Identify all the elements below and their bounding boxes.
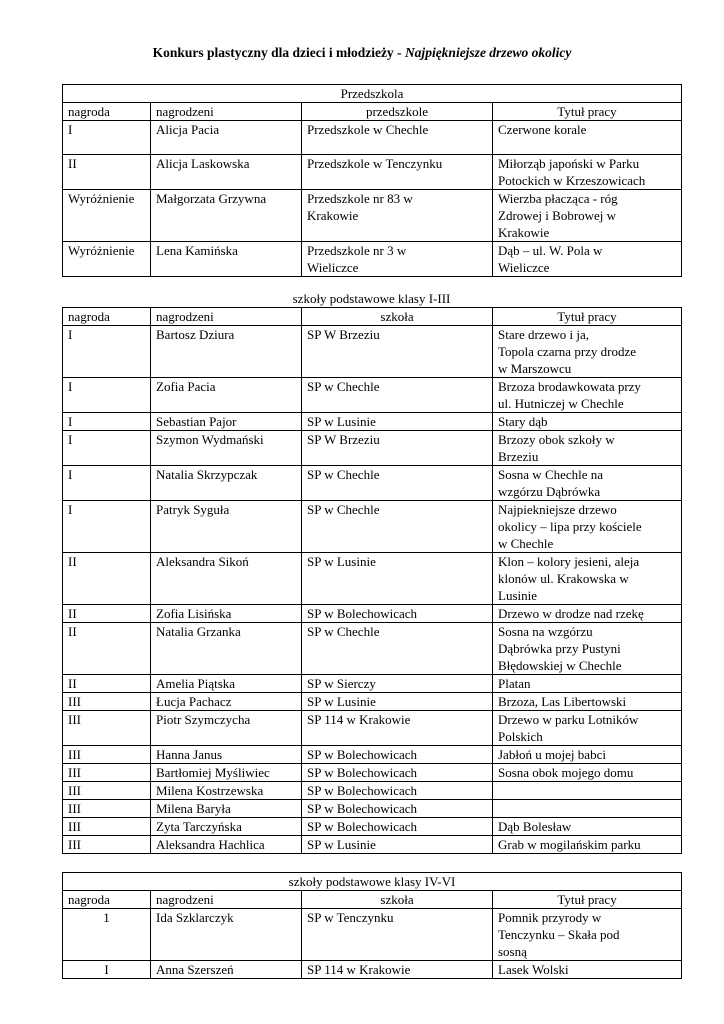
cell-szkola: SP w Bolechowicach [302,782,493,800]
cell-tytul: Miłorząb japoński w Parku Potockich w Krzeszowicach [493,155,682,190]
cell-placowka: Przedszkole w Tenczynku [302,155,493,190]
table-row [63,190,682,242]
cell-szkola: SP w Lusinie [302,693,493,711]
cell-szkola: SP w Bolechowicach [302,605,493,623]
header-tytul-pracy: Tytuł pracy [493,103,682,121]
cell-szkola: SP 114 w Krakowie [302,961,493,979]
cell-nagrodzeni: Natalia Skrzypczak [151,466,302,501]
cell-nagrodzeni: Bartłomiej Myśliwiec [151,764,302,782]
table-row [63,782,682,800]
cell-nagrodzeni: Lena Kamińska [151,242,302,277]
cell-tytul: Brzozy obok szkoły w Brzeziu [493,431,682,466]
header-nagroda: nagroda [63,308,151,326]
table-row [63,746,682,764]
header-szkola: szkoła [302,308,493,326]
table-row [63,675,682,693]
cell-nagroda: 1 [63,909,151,961]
cell-szkola: SP w Lusinie [302,553,493,605]
cell-tytul: Drzewo w drodze nad rzekę [493,605,682,623]
header-row [63,891,682,909]
table-row [63,764,682,782]
cell-szkola: SP w Bolechowicach [302,746,493,764]
table-row [63,836,682,854]
cell-szkola: SP w Bolechowicach [302,764,493,782]
cell-nagroda: III [63,764,151,782]
cell-nagrodzeni: Hanna Janus [151,746,302,764]
header-tytul-pracy: Tytuł pracy [493,308,682,326]
cell-szkola: SP w Lusinie [302,413,493,431]
cell-tytul: Lasek Wolski [493,961,682,979]
cell-nagroda: III [63,818,151,836]
cell-tytul: Wierzba płacząca - róg Zdrowej i Bobrowej w Krakowie [493,190,682,242]
cell-tytul: Brzoza brodawkowata przy ul. Hutniczej w Chechle [493,378,682,413]
cell-placowka: Przedszkole nr 3 w Wieliczce [302,242,493,277]
cell-nagroda: I [63,466,151,501]
cell-szkola: SP W Brzeziu [302,326,493,378]
table-row [63,961,682,979]
cell-nagrodzeni: Bartosz Dziura [151,326,302,378]
cell-nagroda: Wyróżnienie [63,190,151,242]
cell-tytul: Grab w mogilańskim parku [493,836,682,854]
title-italic: Najpiękniejsze drzewo okolicy [404,45,572,60]
cell-tytul: Stary dąb [493,413,682,431]
header-nagrodzeni: nagrodzeni [151,103,302,121]
table-przedszkola [62,84,682,277]
cell-tytul [493,800,682,818]
header-przedszkole: przedszkole [302,103,493,121]
cell-nagrodzeni: Zofia Lisińska [151,605,302,623]
table-row [63,693,682,711]
cell-nagrodzeni: Sebastian Pajor [151,413,302,431]
cell-nagroda: II [63,605,151,623]
table-row [63,326,682,378]
cell-tytul: Najpiekniejsze drzewo okolicy – lipa przy kościele w Chechle [493,501,682,553]
table-klasy-4-6 [62,872,682,979]
cell-nagroda: I [63,431,151,466]
cell-nagroda: III [63,800,151,818]
header-tytul-pracy: Tytuł pracy [493,891,682,909]
cell-nagroda: II [63,675,151,693]
cell-szkola: SP w Lusinie [302,836,493,854]
table-row [63,155,682,190]
cell-szkola: SP w Chechle [302,623,493,675]
document-title [0,44,724,61]
title-main: Konkurs plastyczny dla dzieci i młodzieży - [152,45,405,60]
table-caption: Przedszkola [63,85,682,103]
cell-nagroda: II [63,553,151,605]
cell-szkola: SP w Chechle [302,501,493,553]
cell-nagroda: Wyróżnienie [63,242,151,277]
header-nagrodzeni: nagrodzeni [151,891,302,909]
cell-tytul: Dąb – ul. W. Pola w Wieliczce [493,242,682,277]
cell-nagrodzeni: Zofia Pacia [151,378,302,413]
cell-nagroda: III [63,693,151,711]
table-row [63,378,682,413]
cell-nagrodzeni: Natalia Grzanka [151,623,302,675]
cell-nagrodzeni: Małgorzata Grzywna [151,190,302,242]
header-nagroda: nagroda [63,891,151,909]
cell-tytul: Pomnik przyrody w Tenczynku – Skała pod sosną [493,909,682,961]
cell-szkola: SP 114 w Krakowie [302,711,493,746]
cell-placowka: Przedszkole w Chechle [302,121,493,155]
cell-tytul: Drzewo w parku Lotników Polskich [493,711,682,746]
cell-szkola: SP w Sierczy [302,675,493,693]
cell-tytul: Sosna w Chechle na wzgórzu Dąbrówka [493,466,682,501]
cell-tytul [493,782,682,800]
header-nagrodzeni: nagrodzeni [151,308,302,326]
cell-szkola: SP w Chechle [302,378,493,413]
cell-nagrodzeni: Patryk Syguła [151,501,302,553]
table-row [63,242,682,277]
cell-nagroda: III [63,836,151,854]
cell-nagrodzeni: Milena Baryła [151,800,302,818]
header-nagroda: nagroda [63,103,151,121]
cell-tytul: Czerwone korale [493,121,682,155]
cell-nagrodzeni: Aleksandra Sikoń [151,553,302,605]
table-row [63,623,682,675]
cell-nagrodzeni: Piotr Szymczycha [151,711,302,746]
section-caption-klasy-1-3: szkoły podstawowe klasy I-III [292,291,451,306]
cell-nagrodzeni: Anna Szerszeń [151,961,302,979]
cell-nagroda: II [63,623,151,675]
header-row [63,308,682,326]
table-row [63,818,682,836]
cell-tytul: Jabłoń u mojej babci [493,746,682,764]
table-row [63,909,682,961]
cell-nagroda: I [63,961,151,979]
cell-tytul: Platan [493,675,682,693]
cell-nagroda: III [63,746,151,764]
table-row [63,431,682,466]
table-row [63,121,682,155]
cell-nagroda: I [63,326,151,378]
cell-szkola: SP W Brzeziu [302,431,493,466]
table-row [63,413,682,431]
cell-nagrodzeni: Amelia Piątska [151,675,302,693]
cell-szkola: SP w Bolechowicach [302,818,493,836]
cell-nagroda: I [63,121,151,155]
table-row [63,711,682,746]
table-klasy-1-3 [62,307,682,854]
header-szkola: szkoła [302,891,493,909]
cell-tytul: Klon – kolory jesieni, aleja klonów ul. Krakowska w Lusinie [493,553,682,605]
cell-tytul: Brzoza, Las Libertowski [493,693,682,711]
cell-szkola: SP w Tenczynku [302,909,493,961]
header-row [63,103,682,121]
table-row [63,605,682,623]
cell-placowka: Przedszkole nr 83 w Krakowie [302,190,493,242]
cell-nagrodzeni: Alicja Laskowska [151,155,302,190]
cell-nagrodzeni: Szymon Wydmański [151,431,302,466]
cell-nagroda: III [63,711,151,746]
cell-nagroda: I [63,378,151,413]
table-row [63,466,682,501]
cell-nagroda: I [63,501,151,553]
table-row [63,501,682,553]
table-row [63,800,682,818]
cell-nagroda: III [63,782,151,800]
cell-nagrodzeni: Milena Kostrzewska [151,782,302,800]
cell-tytul: Sosna obok mojego domu [493,764,682,782]
cell-szkola: SP w Bolechowicach [302,800,493,818]
cell-nagrodzeni: Aleksandra Hachlica [151,836,302,854]
cell-tytul: Sosna na wzgórzu Dąbrówka przy Pustyni Błędowskiej w Chechle [493,623,682,675]
table-caption: szkoły podstawowe klasy IV-VI [63,873,682,891]
cell-nagroda: I [63,413,151,431]
cell-nagrodzeni: Łucja Pachacz [151,693,302,711]
cell-tytul: Stare drzewo i ja, Topola czarna przy drodze w Marszowcu [493,326,682,378]
table-row [63,553,682,605]
cell-nagrodzeni: Zyta Tarczyńska [151,818,302,836]
cell-nagroda: II [63,155,151,190]
cell-szkola: SP w Chechle [302,466,493,501]
cell-tytul: Dąb Bolesław [493,818,682,836]
cell-nagrodzeni: Alicja Pacia [151,121,302,155]
cell-nagrodzeni: Ida Szklarczyk [151,909,302,961]
